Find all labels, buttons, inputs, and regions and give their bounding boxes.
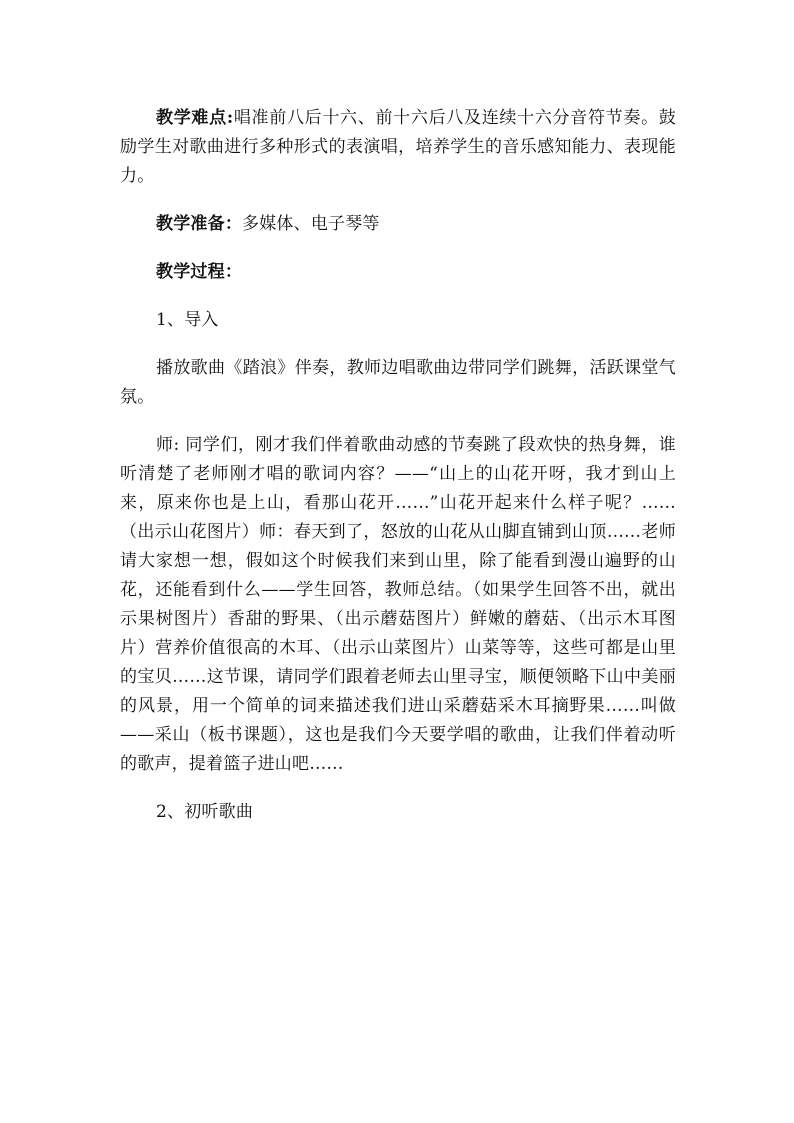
label-separator: : [226, 108, 234, 128]
label-separator: ： [224, 214, 243, 234]
label-separator: ： [224, 262, 243, 282]
heading-introduction [120, 306, 676, 335]
paragraph-teacher-dialogue [120, 431, 676, 779]
heading-first-listen [120, 798, 676, 827]
document-body [120, 104, 676, 846]
paragraph-teaching-process [120, 258, 676, 287]
text-introduction: 1、导入 [156, 310, 219, 330]
text-play-song: 播放歌曲《踏浪》伴奏，教师边唱歌曲边带同学们跳舞，活跃课堂气氛。 [120, 358, 676, 407]
paragraph-teaching-preparation [120, 210, 676, 239]
label-teaching-process: 教学过程 [156, 262, 225, 282]
label-teaching-difficulty: 教学难点 [156, 108, 227, 128]
label-teaching-preparation: 教学准备 [156, 214, 225, 234]
text-first-listen: 2、初听歌曲 [156, 802, 254, 822]
text-teaching-difficulty: 唱准前八后十六、前十六后八及连续十六分音符节奏。鼓励学生对歌曲进行多种形式的表演唱，培养学生的音乐感知能力、表现能力。 [120, 108, 676, 186]
text-teacher-dialogue: 师: 同学们，刚才我们伴着歌曲动感的节奏跳了段欢快的热身舞，谁听清楚了老师刚才唱的歌词内容？——“山上的山花开呀，我才到山上来，原来你也是上山，看那山花开……”山花开起来什么样子呢？……（出示山花图片）师：春天到了，怒放的山花从山脚直铺到山顶……老师请大家想一想，假如这个时候我们来到山里，除了能看到漫山遍野的山花，还能看到什么——学生回答，教师总结。（如果学生回答不出，就出示果树图片）香甜的野果、（出示蘑菇图片）鲜嫩的蘑菇、（出示木耳图片）营养价值很高的木耳、（出示山菜图片）山菜等等，这些可都是山里的宝贝……这节课，请同学们跟着老师去山里寻宝，顺便领略下山中美丽的风景，用一个简单的词来描述我们进山采蘑菇采木耳摘野果……叫做——采山（板书课题），这也是我们今天要学唱的歌曲，让我们伴着动听的歌声，提着篮子进山吧…… [120, 435, 676, 774]
paragraph-play-song [120, 354, 676, 412]
text-teaching-preparation: 多媒体、电子琴等 [242, 214, 380, 234]
paragraph-teaching-difficulty [120, 104, 676, 191]
